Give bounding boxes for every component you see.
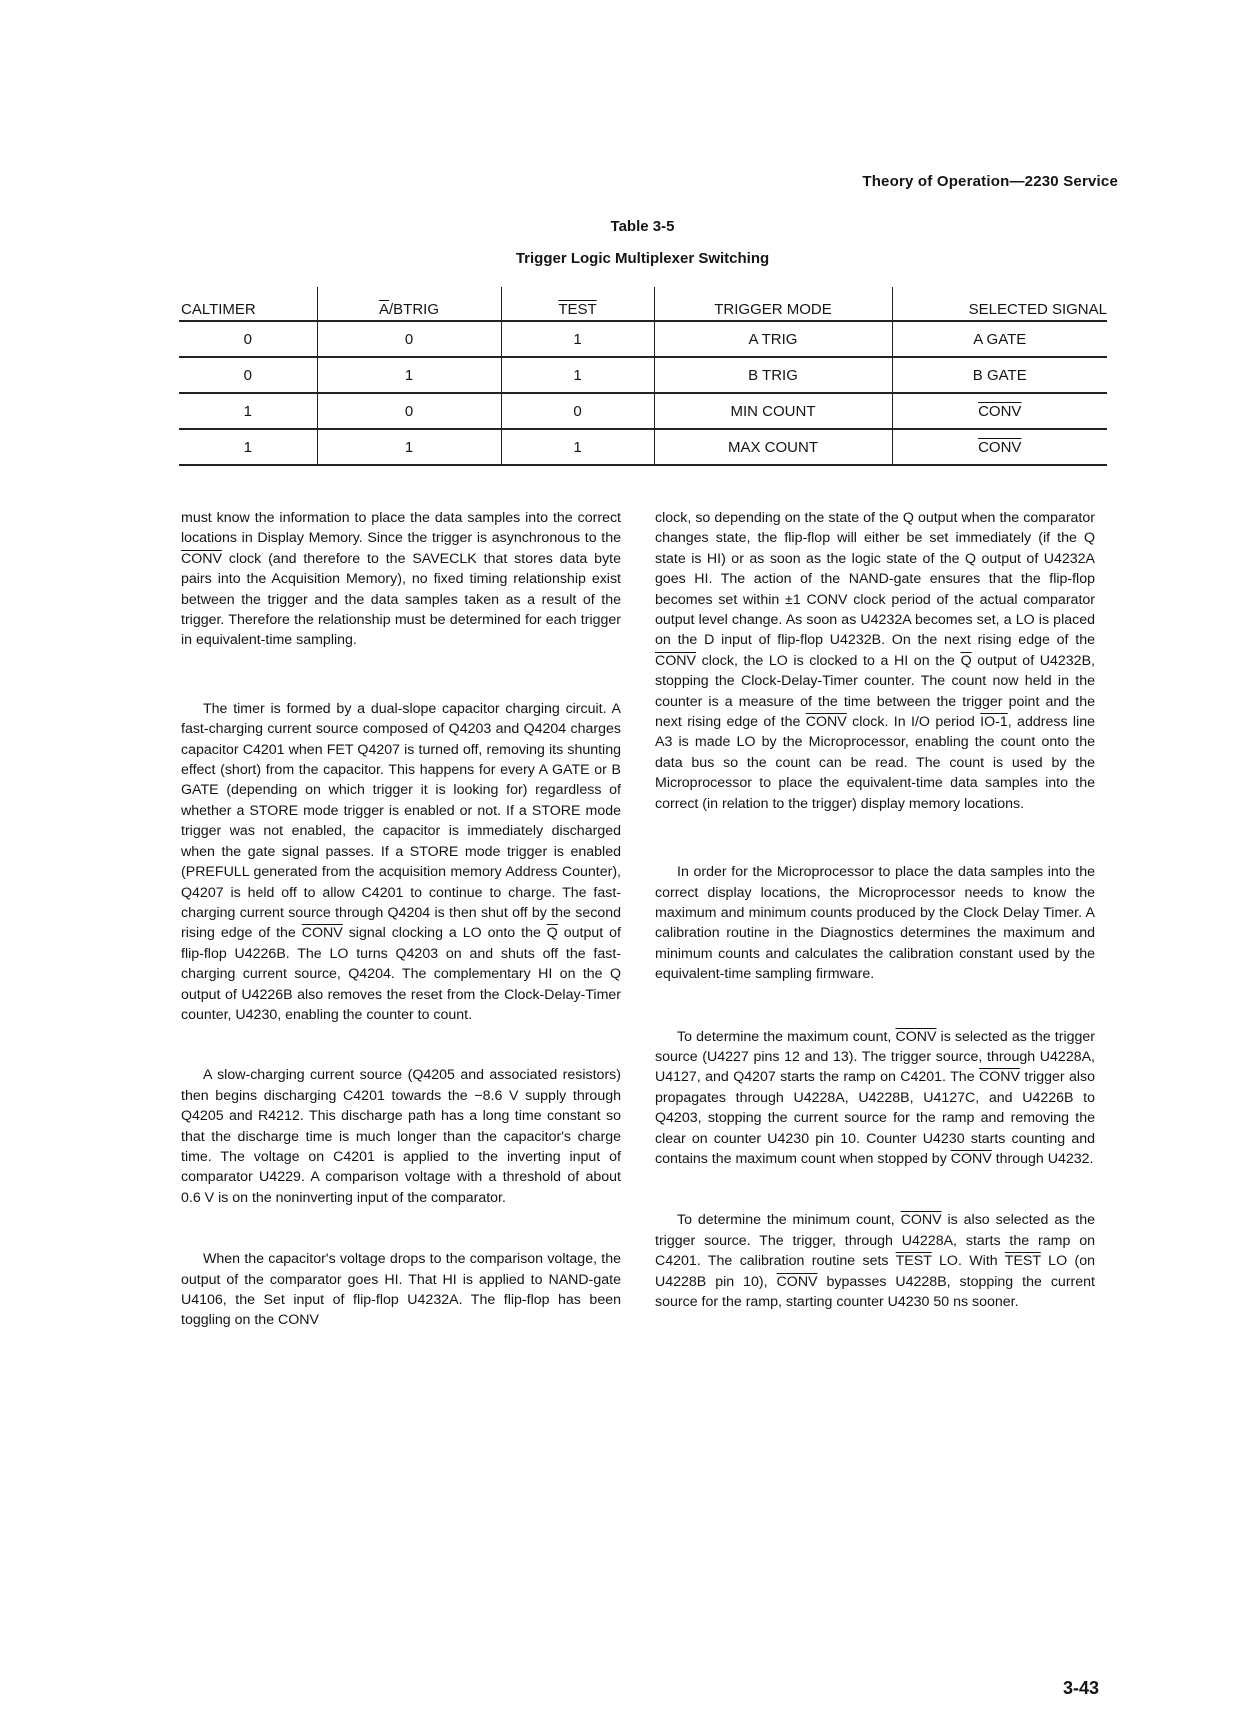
overbar-signal: TEST (1004, 1253, 1041, 1270)
cell-caltimer: 1 (179, 429, 317, 465)
signal-value: CONV (978, 438, 1022, 456)
overbar-signal: CONV (950, 1150, 992, 1167)
overbar-signal: CONV (655, 652, 696, 669)
cell-trigger-mode: MAX COUNT (654, 429, 892, 465)
cell-test: 1 (501, 357, 654, 393)
test-overbar-label: TEST (558, 301, 597, 318)
abtrig-overbar-part: $\overline{A}$ (378, 301, 389, 318)
paragraph: clock, so depending on the state of the Q output when the comparator changes state, the flip-flop will either be set immediately (if the Q state is HI) or as soon as the logic state of the Q output of U4232A goes HI. The action of the NAND-gate ensures that the flip-flop becomes set within ±1 CONV clock period of the actual comparator output level change. As soon as U4232A becomes set, a LO is placed on the D input of flip-flop U4232B. On the next rising edge of the CONV clock, the LO is clocked to a HI on the $\overline{Q}$ output of U4232B, stopping the Clock-Delay-Timer counter. The count now held in the counter is a measure of the time between the trigger point and the next rising edge of the CONV clock. In I/O period IO-1, address line A3 is made LO by the Microprocessor, enabling the count onto the data bus so the count can be read. The count is used by the Microprocessor to place the equivalent-time data samples into the correct (in relation to the trigger) display memory locations. (655, 510, 1096, 812)
signal-value: A GATE (973, 330, 1027, 348)
overbar-signal: CONV (895, 1028, 937, 1045)
table-row (179, 321, 1107, 357)
overbar-signal: CONV (301, 925, 343, 942)
cell-selected-signal (892, 393, 1107, 429)
cell-trigger-mode: MIN COUNT (654, 393, 892, 429)
col-header-test (501, 287, 654, 321)
cell-trigger-mode: B TRIG (654, 357, 892, 393)
cell-caltimer: 1 (179, 393, 317, 429)
paragraph: In order for the Microprocessor to place the data samples into the correct display locations, the Microprocessor needs to know the maximum and minimum counts produced by the Clock Delay Timer. A calibration routine in the Diagnostics determines the maximum and minimum counts and calculates the calibration constant used by the equivalent-time sampling firmware. (655, 864, 1095, 983)
paragraph: To determine the minimum count, CONV is also selected as the trigger source. The trigger, through U4228A, starts the ramp on C4201. The calibration routine sets TEST LO. With TEST LO (on U4228B pin 10), CONV bypasses U4228B, stopping the current source for the ramp, starting counter U4230 50 ns sooner. (655, 1212, 1095, 1310)
col-header-trigger-mode: TRIGGER MODE (654, 287, 892, 321)
cell-caltimer: 0 (179, 357, 317, 393)
table-row (179, 393, 1107, 429)
overbar-signal: CONV (776, 1273, 818, 1290)
paragraph: A slow-charging current source (Q4205 and associated resistors) then begins discharging C4201 towards the −8.6 V supply through Q4205 and R4212. This discharge path has a long time constant so that the discharge time is much longer than the capacitor's charge time. The voltage on C4201 is applied to the inverting input of comparator U4229. A comparison voltage with a threshold of about 0.6 V is on the noninverting input of the comparator. (181, 1067, 621, 1206)
overbar-signal: CONV (805, 714, 847, 731)
cell-selected-signal (892, 321, 1107, 357)
table-number: Table 3-5 (610, 218, 675, 235)
cell-test: 1 (501, 321, 654, 357)
col-header-selected-signal: SELECTED SIGNAL (892, 287, 1107, 321)
signal-value: CONV (978, 402, 1022, 420)
col-header-caltimer: CALTIMER (179, 287, 317, 321)
table-row (179, 429, 1107, 465)
left-text-column (181, 508, 621, 1331)
overbar-signal: $\overline{Q}$ (546, 925, 558, 942)
overbar-signal: CONV (978, 1069, 1020, 1086)
cell-test: 1 (501, 429, 654, 465)
cell-caltimer: 0 (179, 321, 317, 357)
cell-selected-signal (892, 357, 1107, 393)
paragraph: When the capacitor's voltage drops to the comparison voltage, the output of the comparator goes HI. That HI is applied to NAND-gate U4106, the Set input of flip-flop U4232A. The flip-flop has been toggling on the CONV (181, 1251, 621, 1329)
cell-abtrig: 0 (317, 321, 501, 357)
overbar-signal: IO-1 (980, 714, 1008, 731)
cell-test: 0 (501, 393, 654, 429)
paragraph: The timer is formed by a dual-slope capacitor charging circuit. A fast-charging current source composed of Q4203 and Q4204 charges capacitor C4201 when FET Q4207 is turned off, removing its shunting effect (short) from the capacitor. This happens for every A GATE or B GATE (depending on which trigger it is looking for) regardless of whether a STORE mode trigger is enabled or not. If a STORE mode trigger was not enabled, the capacitor is immediately discharged when the gate signal passes. If a STORE mode trigger is enabled (PREFULL generated from the acquisition memory Address Counter), Q4207 is held off to allow C4201 to continue to charge. The fast-charging current source through Q4204 is then shut off by the second rising edge of the CONV signal clocking a LO onto the $\overline{Q}$ output of flip-flop U4226B. The LO turns Q4203 on and shuts off the fast-charging current source, Q4204. The complementary HI on the Q output of U4226B also removes the reset from the Clock-Delay-Timer counter, U4230, enabling the counter to count. (181, 700, 621, 1023)
abtrig-rest-part: /BTRIG (389, 301, 440, 318)
overbar-signal: CONV (181, 550, 222, 567)
cell-abtrig: 0 (317, 393, 501, 429)
paragraph: To determine the maximum count, CONV is selected as the trigger source (U4227 pins 12 and 13). The trigger source, through U4228A, U4127, and Q4207 starts the ramp on C4201. The CONV trigger also propagates through U4228A, U4228B, U4127C, and U4226B to Q4203, stopping the current source for the ramp and removing the clear on counter U4230 pin 10. Counter U4230 starts counting and contains the maximum count when stopped by CONV through U4232. (655, 1028, 1096, 1167)
overbar-signal: TEST (895, 1253, 932, 1270)
table-title: Trigger Logic Multiplexer Switching (515, 250, 770, 267)
table-header-row (179, 287, 1107, 321)
page-number: 3-43 (1062, 1678, 1099, 1698)
right-text-column (655, 508, 1095, 1312)
col-header-abtrig (317, 287, 501, 321)
cell-abtrig: 1 (317, 429, 501, 465)
trigger-logic-table (179, 287, 1107, 466)
overbar-signal: $\overline{Q}$ (960, 652, 972, 669)
cell-trigger-mode: A TRIG (654, 321, 892, 357)
signal-value: B GATE (972, 366, 1027, 384)
running-header: Theory of Operation—2230 Service (862, 173, 1118, 190)
paragraph: must know the information to place the data samples into the correct locations in Display Memory. Since the trigger is asynchronous to the CONV clock (and therefore to the SAVECLK that stores data byte pairs into the Acquisition Memory), no fixed timing relationship exist between the trigger and the data samples taken as a result of the trigger. Therefore the relationship must be determined for each trigger in equivalent-time sampling. (181, 510, 621, 649)
cell-abtrig: 1 (317, 357, 501, 393)
table-row (179, 357, 1107, 393)
cell-selected-signal (892, 429, 1107, 465)
overbar-signal: CONV (900, 1212, 942, 1229)
